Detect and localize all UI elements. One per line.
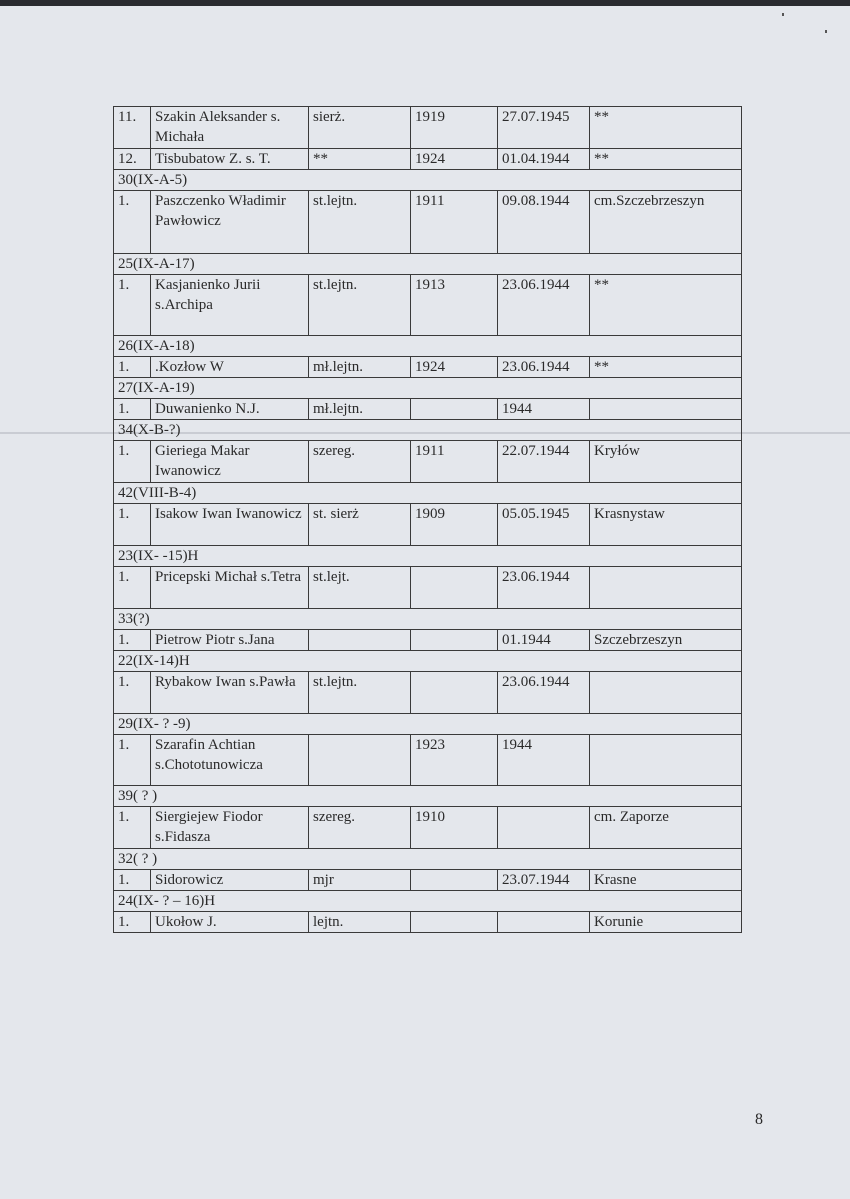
cell-year: 1913	[411, 275, 498, 336]
cell-no: 1.	[114, 735, 151, 786]
grave-group-label: 24(IX- ? – 16)H	[114, 891, 742, 912]
cell-year: 1910	[411, 807, 498, 849]
grave-group-row	[114, 254, 742, 275]
cell-place	[590, 399, 742, 420]
cell-name: Paszczenko Władimir Pawłowicz	[151, 191, 309, 254]
person-row	[114, 870, 742, 891]
cell-no: 1.	[114, 191, 151, 254]
grave-group-label: 30(IX-A-5)	[114, 170, 742, 191]
cell-date: 23.06.1944	[498, 275, 590, 336]
grave-group-label: 39( ? )	[114, 786, 742, 807]
cell-name: Duwanienko N.J.	[151, 399, 309, 420]
grave-group-row	[114, 170, 742, 191]
cell-date: 09.08.1944	[498, 191, 590, 254]
cell-no: 1.	[114, 870, 151, 891]
scan-speck	[782, 13, 784, 16]
cell-name: Szarafin Achtian s.Chototunowicza	[151, 735, 309, 786]
grave-group-row	[114, 609, 742, 630]
cell-name: Szakin Aleksander s. Michała	[151, 107, 309, 149]
cell-no: 11.	[114, 107, 151, 149]
person-row	[114, 567, 742, 609]
cell-place	[590, 735, 742, 786]
cell-no: 1.	[114, 357, 151, 378]
cell-place: Krasne	[590, 870, 742, 891]
cell-rank: mjr	[309, 870, 411, 891]
cell-date: 23.06.1944	[498, 672, 590, 714]
cell-no: 1.	[114, 567, 151, 609]
grave-group-row	[114, 420, 742, 441]
cell-year: 1909	[411, 504, 498, 546]
cell-date: 1944	[498, 735, 590, 786]
cell-date: 23.06.1944	[498, 567, 590, 609]
cell-year: 1911	[411, 191, 498, 254]
cell-place: **	[590, 107, 742, 149]
cell-year	[411, 567, 498, 609]
cell-date	[498, 807, 590, 849]
cell-name: Ukołow J.	[151, 912, 309, 933]
grave-group-label: 25(IX-A-17)	[114, 254, 742, 275]
cell-year	[411, 912, 498, 933]
person-row	[114, 912, 742, 933]
grave-group-label: 27(IX-A-19)	[114, 378, 742, 399]
cell-rank: sierż.	[309, 107, 411, 149]
cell-no: 1.	[114, 912, 151, 933]
cell-no: 1.	[114, 630, 151, 651]
grave-group-label: 29(IX- ? -9)	[114, 714, 742, 735]
person-row	[114, 357, 742, 378]
person-row	[114, 735, 742, 786]
cell-name: Pricepski Michał s.Tetra	[151, 567, 309, 609]
cell-no: 1.	[114, 672, 151, 714]
cell-no: 1.	[114, 807, 151, 849]
cell-date: 01.04.1944	[498, 149, 590, 170]
cell-name: Siergiejew Fiodor s.Fidasza	[151, 807, 309, 849]
cell-name: Kasjanienko Jurii s.Archipa	[151, 275, 309, 336]
cell-rank: szereg.	[309, 441, 411, 483]
cell-place: cm. Zaporze	[590, 807, 742, 849]
cell-date: 22.07.1944	[498, 441, 590, 483]
grave-group-label: 32( ? )	[114, 849, 742, 870]
cell-no: 1.	[114, 504, 151, 546]
cell-no: 12.	[114, 149, 151, 170]
cell-name: Sidorowicz	[151, 870, 309, 891]
cell-rank: st.lejtn.	[309, 191, 411, 254]
cell-rank	[309, 735, 411, 786]
person-row	[114, 630, 742, 651]
cell-name: Gieriega Makar Iwanowicz	[151, 441, 309, 483]
scan-speck	[825, 30, 827, 33]
cell-year: 1911	[411, 441, 498, 483]
cell-place: cm.Szczebrzeszyn	[590, 191, 742, 254]
cell-rank: st.lejtn.	[309, 672, 411, 714]
cell-place: **	[590, 275, 742, 336]
person-row	[114, 672, 742, 714]
cell-date	[498, 912, 590, 933]
register-table-body	[114, 107, 742, 933]
grave-group-row	[114, 849, 742, 870]
scan-border	[0, 0, 850, 6]
cell-name: Isakow Iwan Iwanowicz	[151, 504, 309, 546]
cell-date: 05.05.1945	[498, 504, 590, 546]
cell-year	[411, 399, 498, 420]
cell-name: Pietrow Piotr s.Jana	[151, 630, 309, 651]
burial-register-table	[113, 106, 742, 933]
grave-group-row	[114, 336, 742, 357]
cell-no: 1.	[114, 275, 151, 336]
page-number: 8	[755, 1111, 763, 1128]
cell-rank: mł.lejtn.	[309, 399, 411, 420]
cell-year	[411, 870, 498, 891]
cell-date: 1944	[498, 399, 590, 420]
cell-name: .Kozłow W	[151, 357, 309, 378]
cell-year	[411, 630, 498, 651]
cell-no: 1.	[114, 441, 151, 483]
cell-date: 23.07.1944	[498, 870, 590, 891]
cell-name: Tisbubatow Z. s. T.	[151, 149, 309, 170]
cell-rank	[309, 630, 411, 651]
cell-rank: lejtn.	[309, 912, 411, 933]
cell-place: Szczebrzeszyn	[590, 630, 742, 651]
cell-date: 27.07.1945	[498, 107, 590, 149]
grave-group-label: 23(IX- -15)H	[114, 546, 742, 567]
cell-rank: mł.lejtn.	[309, 357, 411, 378]
person-row	[114, 149, 742, 170]
cell-name: Rybakow Iwan s.Pawła	[151, 672, 309, 714]
grave-group-label: 26(IX-A-18)	[114, 336, 742, 357]
grave-group-label: 34(X-B-?)	[114, 420, 742, 441]
cell-rank: szereg.	[309, 807, 411, 849]
person-row	[114, 107, 742, 149]
grave-group-row	[114, 546, 742, 567]
grave-group-row	[114, 483, 742, 504]
person-row	[114, 191, 742, 254]
cell-place	[590, 672, 742, 714]
grave-group-row	[114, 651, 742, 672]
cell-year: 1924	[411, 357, 498, 378]
grave-group-row	[114, 786, 742, 807]
person-row	[114, 275, 742, 336]
cell-rank: st.lejtn.	[309, 275, 411, 336]
cell-date: 01.1944	[498, 630, 590, 651]
person-row	[114, 441, 742, 483]
person-row	[114, 504, 742, 546]
cell-place: Krasnystaw	[590, 504, 742, 546]
cell-place	[590, 567, 742, 609]
grave-group-label: 22(IX-14)H	[114, 651, 742, 672]
person-row	[114, 807, 742, 849]
cell-year	[411, 672, 498, 714]
person-row	[114, 399, 742, 420]
cell-place: Korunie	[590, 912, 742, 933]
cell-place: Kryłów	[590, 441, 742, 483]
grave-group-row	[114, 378, 742, 399]
grave-group-row	[114, 891, 742, 912]
cell-year: 1923	[411, 735, 498, 786]
cell-rank: st.lejt.	[309, 567, 411, 609]
cell-date: 23.06.1944	[498, 357, 590, 378]
cell-rank: st. sierż	[309, 504, 411, 546]
cell-year: 1924	[411, 149, 498, 170]
cell-no: 1.	[114, 399, 151, 420]
cell-rank: **	[309, 149, 411, 170]
cell-year: 1919	[411, 107, 498, 149]
cell-place: **	[590, 149, 742, 170]
cell-place: **	[590, 357, 742, 378]
grave-group-label: 33(?)	[114, 609, 742, 630]
grave-group-row	[114, 714, 742, 735]
grave-group-label: 42(VIII-B-4)	[114, 483, 742, 504]
